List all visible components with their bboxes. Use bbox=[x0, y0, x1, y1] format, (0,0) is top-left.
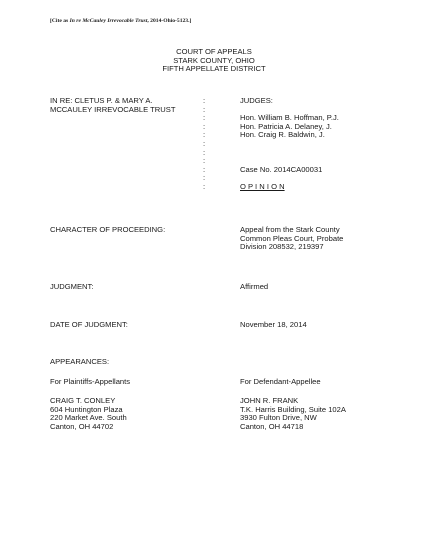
separator: : bbox=[203, 130, 206, 140]
judge-name: Hon. William B. Hoffman, P.J. bbox=[240, 113, 339, 123]
separator: : bbox=[203, 173, 206, 183]
separator: : bbox=[203, 181, 206, 191]
judgment-value: Affirmed bbox=[240, 282, 269, 291]
plaintiffs-address-line: 220 Market Ave. South bbox=[50, 413, 127, 423]
case-title bbox=[50, 97, 175, 114]
plaintiffs-counsel bbox=[50, 397, 127, 431]
judgment-label: JUDGMENT: bbox=[50, 282, 94, 291]
case-title-line-2: MCCAULEY IRREVOCABLE TRUST bbox=[50, 104, 176, 114]
separator: : bbox=[203, 121, 206, 131]
caption-right-column bbox=[240, 97, 339, 192]
proceeding-value-line: Common Pleas Court, Probate bbox=[240, 233, 344, 243]
plaintiffs-address-line: 604 Huntington Plaza bbox=[50, 404, 123, 414]
proceeding-value-line: Division 208532, 219397 bbox=[240, 242, 324, 252]
case-title-line-1: IN RE: CLETUS P. & MARY A. bbox=[50, 96, 153, 105]
defendant-counsel-name: JOHN R. FRANK bbox=[240, 396, 299, 405]
court-county: STARK COUNTY, OHIO bbox=[173, 55, 255, 65]
proceeding-label: CHARACTER OF PROCEEDING: bbox=[50, 225, 166, 234]
plaintiffs-counsel-name: CRAIG T. CONLEY bbox=[50, 396, 116, 405]
case-number: Case No. 2014CA00031 bbox=[240, 164, 323, 174]
separator: : bbox=[203, 104, 206, 114]
separator: : bbox=[203, 96, 206, 105]
citation-suffix: , 2014-Ohio-5123.] bbox=[147, 18, 192, 24]
proceeding-value-line: Appeal from the Stark County bbox=[240, 225, 340, 234]
separator: : bbox=[203, 138, 206, 148]
judge-name: Hon. Craig R. Baldwin, J. bbox=[240, 130, 325, 140]
date-of-judgment-label: DATE OF JUDGMENT: bbox=[50, 320, 128, 329]
defendant-address-line: Canton, OH 44718 bbox=[240, 421, 304, 431]
defendant-address-line: 3930 Fulton Drive, NW bbox=[240, 413, 317, 423]
court-heading bbox=[0, 48, 428, 74]
defendant-address-line: T.K. Harris Building, Suite 102A bbox=[240, 404, 346, 414]
date-of-judgment-value: November 18, 2014 bbox=[240, 320, 307, 329]
plaintiffs-address-line: Canton, OH 44702 bbox=[50, 421, 114, 431]
separator: : bbox=[203, 156, 206, 166]
proceeding-value bbox=[240, 226, 343, 252]
separator: : bbox=[203, 147, 206, 157]
caption-separator-column bbox=[203, 97, 205, 192]
separator: : bbox=[203, 113, 206, 123]
judges-label: JUDGES: bbox=[240, 96, 273, 105]
defendant-heading: For Defendant-Appellee bbox=[240, 377, 321, 386]
appearances-label: APPEARANCES: bbox=[50, 357, 110, 366]
separator: : bbox=[203, 164, 206, 174]
opinion-heading: O P I N I O N bbox=[240, 181, 285, 191]
citation-prefix: [Cite as bbox=[50, 18, 70, 24]
defendant-counsel bbox=[240, 397, 346, 431]
court-district: FIFTH APPELLATE DISTRICT bbox=[162, 64, 266, 74]
court-name: COURT OF APPEALS bbox=[176, 47, 252, 56]
judge-name: Hon. Patricia A. Delaney, J. bbox=[240, 121, 332, 131]
citation-case-name: In re McCauley Irrevocable Trust bbox=[69, 18, 148, 24]
citation-line bbox=[50, 18, 191, 24]
plaintiffs-heading: For Plaintiffs-Appellants bbox=[50, 377, 131, 386]
